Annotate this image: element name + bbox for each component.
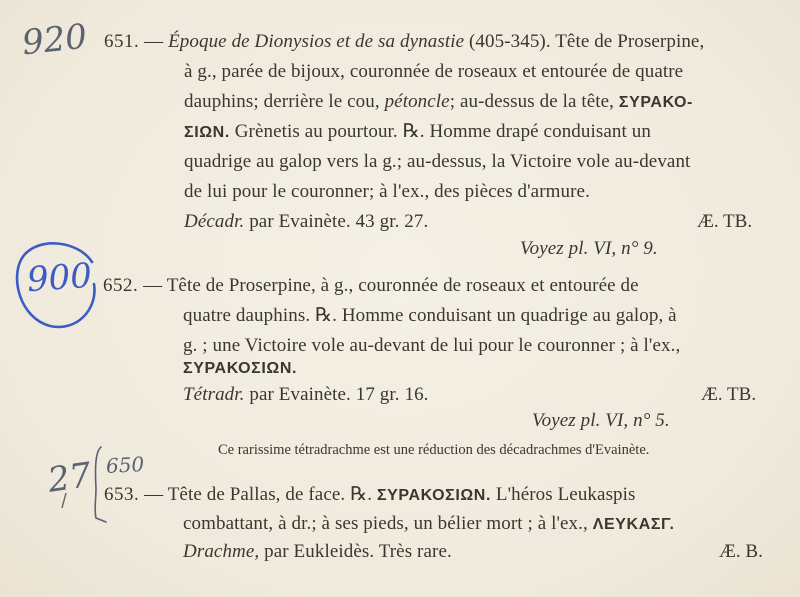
plate-ref-651: Voyez pl. VI, n° 9.	[520, 238, 658, 259]
entry-652-line-2: quatre dauphins. ℞. Homme conduisant un quadrige au galop, à	[183, 305, 677, 326]
entry-651-line-2: à g., parée de bijoux, couronnée de roseaux et entourée de quatre	[184, 61, 684, 82]
denomination: Décadr.	[184, 211, 245, 232]
entry-651-line-6: de lui pour le couronner; à l'ex., des pièces d'armure.	[184, 181, 590, 202]
entry-652-line-3: g. ; une Victoire vole au-devant de lui pour le couronner ; à l'ex.,	[183, 335, 681, 356]
entry-652-line-1	[103, 275, 639, 297]
grade-652: Æ. TB.	[701, 384, 757, 405]
greek-legend-653: ΣΥΡΑΚΟΣΙΩΝ.	[376, 487, 491, 504]
entry-653-line-2	[183, 513, 675, 536]
entry-651-line-3	[184, 91, 693, 114]
rarity-note: Ce rarissime tétradrachme est une réduction des décadrachmes d'Evainète.	[218, 442, 650, 458]
denomination-652: Tétradr.	[183, 384, 245, 405]
denomination-653: Drachme,	[183, 541, 260, 562]
handwritten-price-652: 900	[25, 255, 94, 301]
entry-651-line-3-b: ; au-dessus de la tête,	[449, 91, 615, 112]
period-title: Époque de Dionysios et de sa dynastie	[168, 31, 465, 52]
entry-651-line-7	[184, 211, 428, 233]
greek-legend-cont: ΣΙΩΝ.	[184, 124, 230, 141]
entry-number-651: 651.	[104, 31, 140, 52]
entry-651-line-1	[104, 31, 704, 53]
entry-653-line-1-a: — Tête de Pallas, de face. ℞.	[144, 484, 373, 505]
entry-653-line-1-b: L'héros Leukaspis	[495, 484, 636, 505]
plate-ref-652: Voyez pl. VI, n° 5.	[532, 410, 670, 431]
entry-653-line-2-a: combattant, à dr.; à ses pieds, un bélier mort ; à l'ex.,	[183, 513, 588, 534]
entry-number-653: 653.	[104, 484, 140, 505]
entry-651-petoncle: pétoncle	[384, 91, 450, 112]
entry-653-line-3-rest: par Eukleidès. Très rare.	[264, 541, 452, 562]
entry-653-line-3	[183, 541, 452, 563]
entry-651-line-1-rest: (405-345). Tête de Proserpine,	[468, 31, 705, 52]
entry-652-line-5	[183, 384, 429, 406]
grade-651: Æ. TB.	[697, 211, 753, 232]
entry-number-652: 652.	[103, 275, 139, 296]
dash: —	[144, 31, 164, 52]
handwritten-ref-653: 650	[105, 452, 145, 478]
entry-652-line-5-rest: par Evainète. 17 gr. 16.	[249, 384, 429, 405]
entry-652-line-4	[183, 357, 297, 380]
entry-651-line-4-rest: Grènetis au pourtour. ℞. Homme drapé conduisant un	[234, 121, 651, 142]
entry-653-line-1	[104, 484, 636, 507]
greek-legend: ΣΥΡΑΚΟ-	[618, 94, 693, 111]
entry-652-line-1-rest: — Tête de Proserpine, à g., couronnée de roseaux et entourée de	[143, 275, 639, 296]
entry-651-line-4	[184, 121, 651, 144]
entry-651-line-3-a: dauphins; derrière le cou,	[184, 91, 380, 112]
handwritten-price-651: 920	[20, 16, 89, 64]
grade-653: Æ. B.	[719, 541, 763, 562]
greek-legend-652: ΣΥΡΑΚΟΣΙΩΝ.	[183, 360, 298, 377]
entry-651-line-7-rest: par Evainète. 43 gr. 27.	[249, 211, 429, 232]
entry-651-line-5: quadrige au galop vers la g.; au-dessus, la Victoire vole au-devant	[184, 151, 691, 172]
greek-legend-653-ex: ΛΕΥΚΑΣΓ.	[592, 516, 675, 533]
handwritten-price-653: 27	[45, 455, 94, 501]
